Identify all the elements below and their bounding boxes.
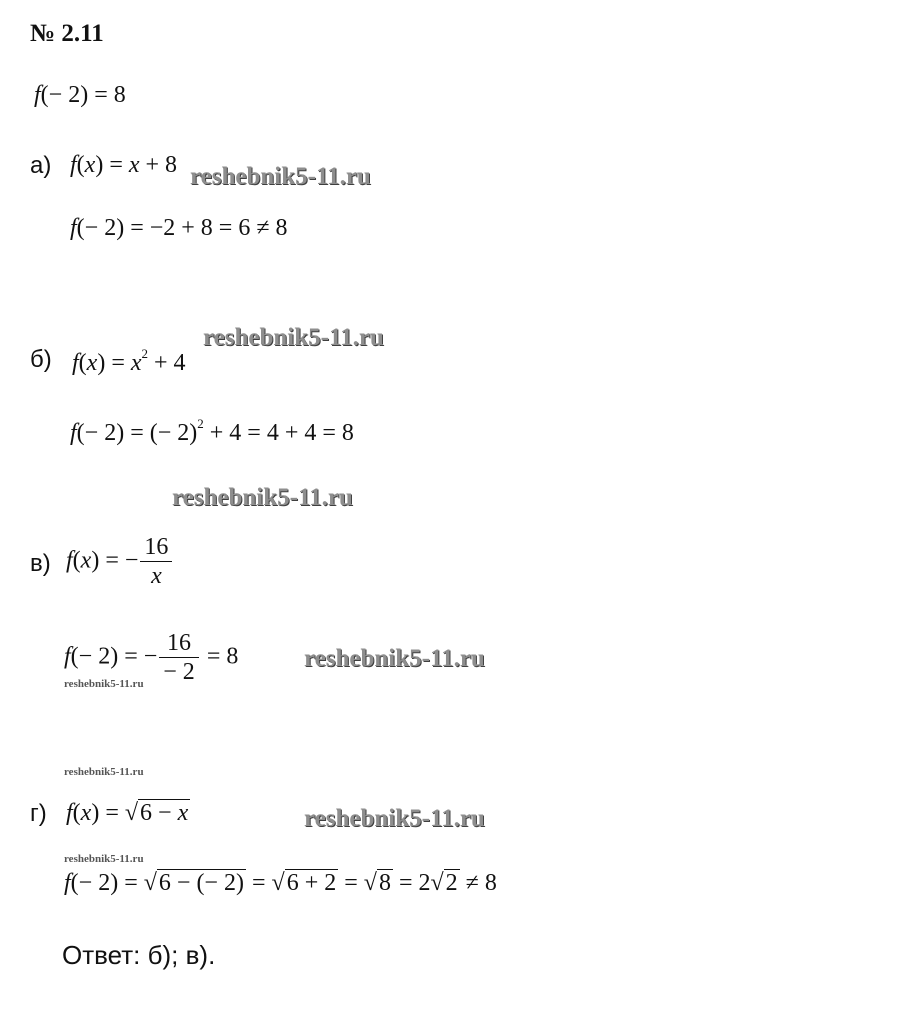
watermark-small: reshebnik5-11.ru	[64, 853, 144, 865]
part-v-function: f(x) = − $\frac{16}{x}$	[66, 534, 174, 590]
part-v-label: в)	[30, 550, 51, 577]
problem-number: № 2.11	[30, 20, 104, 47]
part-a-label: а)	[30, 152, 52, 179]
part-a-function: f(x) = x + 8	[70, 152, 178, 178]
watermark: reshebnik5-11.ru	[304, 805, 485, 832]
watermark-small: reshebnik5-11.ru	[64, 766, 144, 778]
part-b-label: б)	[30, 346, 52, 373]
watermark: reshebnik5-11.ru	[304, 645, 485, 672]
watermark: reshebnik5-11.ru	[190, 163, 371, 190]
watermark: reshebnik5-11.ru	[172, 484, 353, 511]
part-b-evaluation: f(− 2) = (− 2)$^2$ + 4 = 4 + 4 = 8	[70, 416, 354, 446]
part-v-evaluation: f(− 2) = − $\frac{16}{- 2}$ = 8	[64, 630, 239, 686]
problem-condition: f(− 2) = 8	[34, 82, 126, 108]
part-g-label: г)	[30, 800, 47, 827]
watermark: reshebnik5-11.ru	[203, 324, 384, 351]
part-g-evaluation: f(− 2) = √6 − (− 2) = √6 + 2 = √8 = 2√2 ≠ 8	[64, 870, 497, 896]
part-g-function: f(x) = √6 − x	[66, 800, 189, 826]
watermark-small: reshebnik5-11.ru	[64, 678, 144, 690]
part-b-function: $f(x) = x^2 + 4$	[72, 346, 186, 376]
part-a-evaluation: f(− 2) = −2 + 8 = 6 ≠ 8	[70, 215, 288, 241]
answer: Ответ: б); в).	[62, 940, 216, 970]
